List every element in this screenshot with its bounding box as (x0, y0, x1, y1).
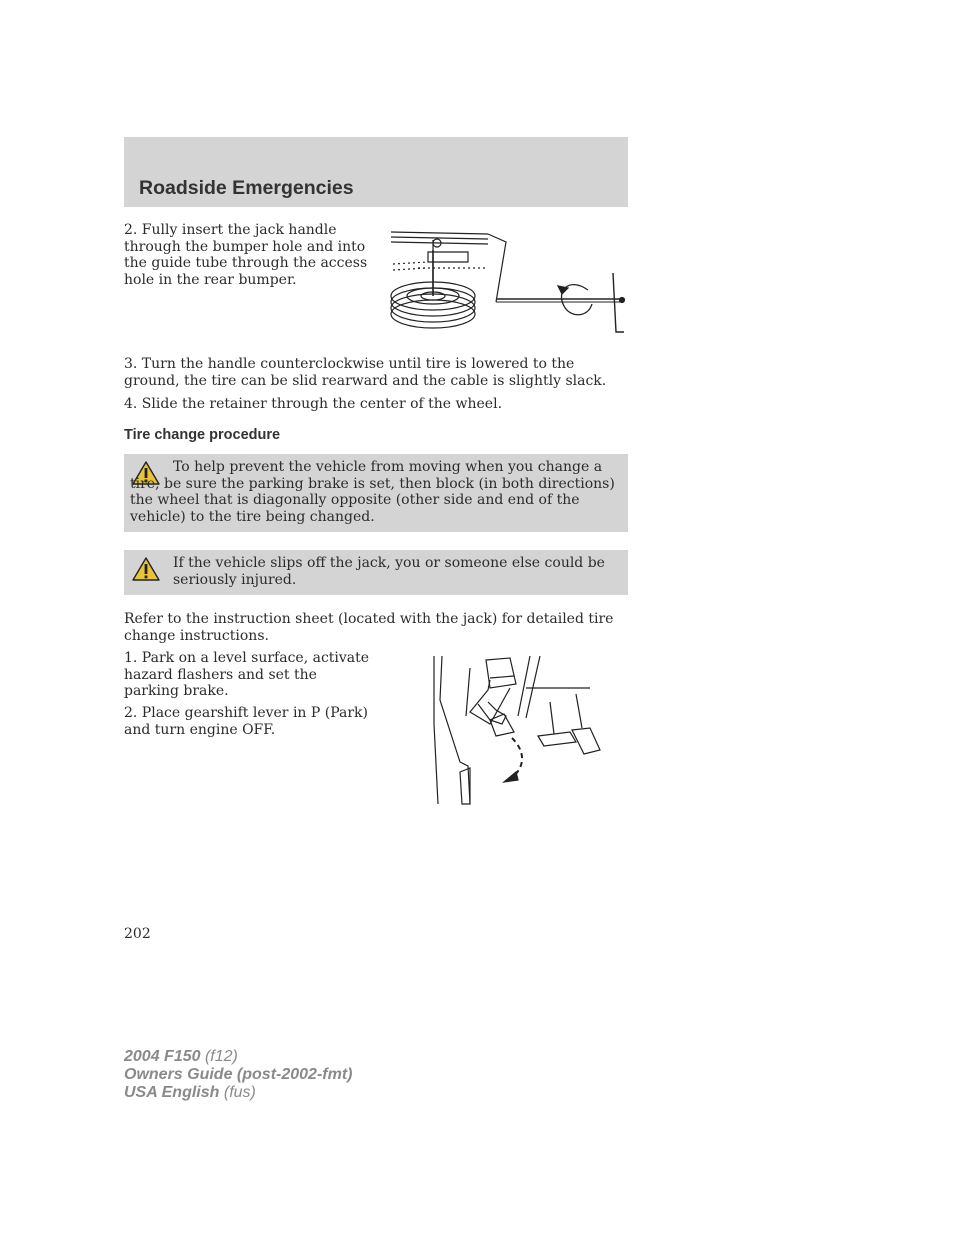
step-3-text: 3. Turn the handle counterclockwise until tire is lowered to the ground, the tire can be slid rearward and the cable is slightly slack. (124, 356, 607, 389)
spare-tire-jack-illustration (388, 228, 630, 336)
warning-triangle-icon (131, 556, 161, 582)
tire-step-1-text: 1. Park on a level surface, activate hazard flashers and set the parking brake. (124, 650, 370, 699)
section-title: Roadside Emergencies (139, 177, 354, 199)
footer-line-guide: Owners Guide (post-2002-fmt) (124, 1066, 353, 1083)
warning-text-parking-brake: To help prevent the vehicle from moving when you change a tire, be sure the parking brake is set, then block (in both directions) the wheel that is diagonally opposite (other side and end of the vehicle) to the tire being changed. (130, 459, 615, 525)
page-number: 202 (124, 926, 151, 942)
parking-brake-pedal-illustration (430, 654, 605, 810)
warning-text-jack-slip: If the vehicle slips off the jack, you or someone else could be seriously injured. (173, 555, 605, 588)
refer-instruction-text: Refer to the instruction sheet (located with the jack) for detailed tire change instructions. (124, 611, 614, 644)
warning-box-parking-brake (124, 454, 628, 532)
footer-line-language: USA English (fus) (124, 1084, 256, 1101)
footer-document-info (124, 1048, 352, 1102)
tire-step-2-text: 2. Place gearshift lever in P (Park) and turn engine OFF. (124, 705, 369, 738)
step-4-text: 4. Slide the retainer through the center of the wheel. (124, 396, 503, 412)
warning-box-jack-slip (124, 550, 628, 595)
tire-change-heading: Tire change procedure (124, 427, 281, 443)
step-2-text: 2. Fully insert the jack handle through the bumper hole and into the guide tube through the access hole in the rear bumper. (124, 222, 368, 288)
footer-line-model: 2004 F150 (f12) (124, 1048, 238, 1065)
